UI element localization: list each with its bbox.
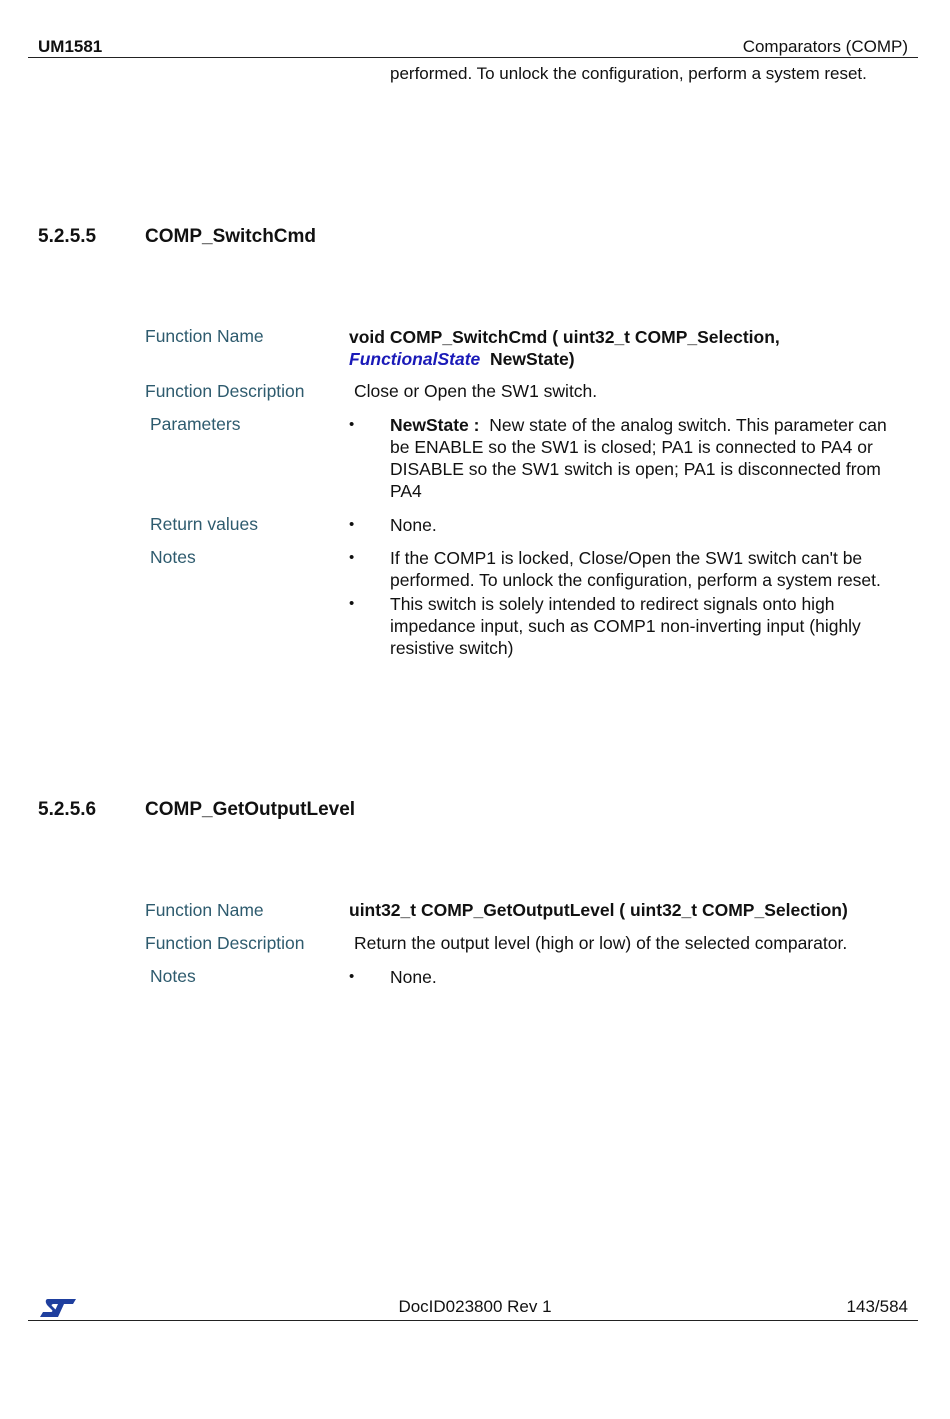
section-number: 5.2.5.6 bbox=[38, 799, 97, 820]
function-name-label: Function Name bbox=[145, 900, 264, 920]
function-signature: uint32_t COMP_GetOutputLevel ( uint32_t COMP_Selection) bbox=[349, 900, 848, 920]
notes-list bbox=[349, 547, 909, 659]
list-item: • This switch is solely intended to redirect signals onto high impedance input, such as COMP1 non-inverting input (highly resistive switch) bbox=[349, 593, 909, 659]
function-description-label: Function Description bbox=[145, 933, 305, 953]
list-item: • None. bbox=[349, 966, 909, 988]
function-signature-part1: void COMP_SwitchCmd ( uint32_t COMP_Selection, bbox=[349, 327, 780, 347]
return-values-list bbox=[349, 514, 909, 536]
header-section-title: Comparators (COMP) bbox=[742, 37, 908, 56]
function-name-value bbox=[349, 899, 909, 921]
return-values-label: Return values bbox=[150, 514, 258, 534]
header-doc-code: UM1581 bbox=[38, 37, 103, 56]
function-name-label: Function Name bbox=[145, 326, 264, 346]
footer-rule bbox=[28, 1320, 918, 1321]
parameter-name: NewState : bbox=[390, 415, 480, 435]
notes-label: Notes bbox=[150, 966, 196, 986]
header-rule bbox=[28, 57, 918, 58]
list-item bbox=[349, 414, 909, 502]
section-number: 5.2.5.5 bbox=[38, 226, 97, 247]
notes-label: Notes bbox=[150, 547, 196, 567]
function-name-value bbox=[349, 326, 909, 370]
functional-state-type-link[interactable]: FunctionalState bbox=[349, 349, 481, 369]
section-title: COMP_GetOutputLevel bbox=[145, 799, 356, 820]
footer-page-number: 143/584 bbox=[846, 1297, 908, 1316]
parameters-list bbox=[349, 414, 909, 502]
footer-doc-id: DocID023800 Rev 1 bbox=[398, 1297, 552, 1316]
parameter-description: New state of the analog switch. This parameter can be ENABLE so the SW1 is closed; PA1 is connected to PA4 or DISABLE so the SW1 switch is open; PA1 is disconnected from PA4 bbox=[390, 415, 887, 501]
section-title: COMP_SwitchCmd bbox=[145, 226, 317, 247]
function-signature-part2: NewState) bbox=[490, 349, 575, 369]
continuation-text: performed. To unlock the configuration, perform a system reset. bbox=[390, 64, 867, 83]
section-heading-switchcmd bbox=[38, 226, 316, 248]
function-description-value: Return the output level (high or low) of the selected comparator. bbox=[354, 933, 848, 953]
list-item: • If the COMP1 is locked, Close/Open the SW1 switch can't be performed. To unlock the configuration, perform a system reset. bbox=[349, 547, 909, 591]
parameters-label: Parameters bbox=[150, 414, 241, 434]
list-item: • None. bbox=[349, 514, 909, 536]
function-description-value: Close or Open the SW1 switch. bbox=[354, 381, 598, 401]
section-heading-getoutputlevel bbox=[38, 799, 355, 821]
notes-list bbox=[349, 966, 909, 988]
function-description-label: Function Description bbox=[145, 381, 305, 401]
